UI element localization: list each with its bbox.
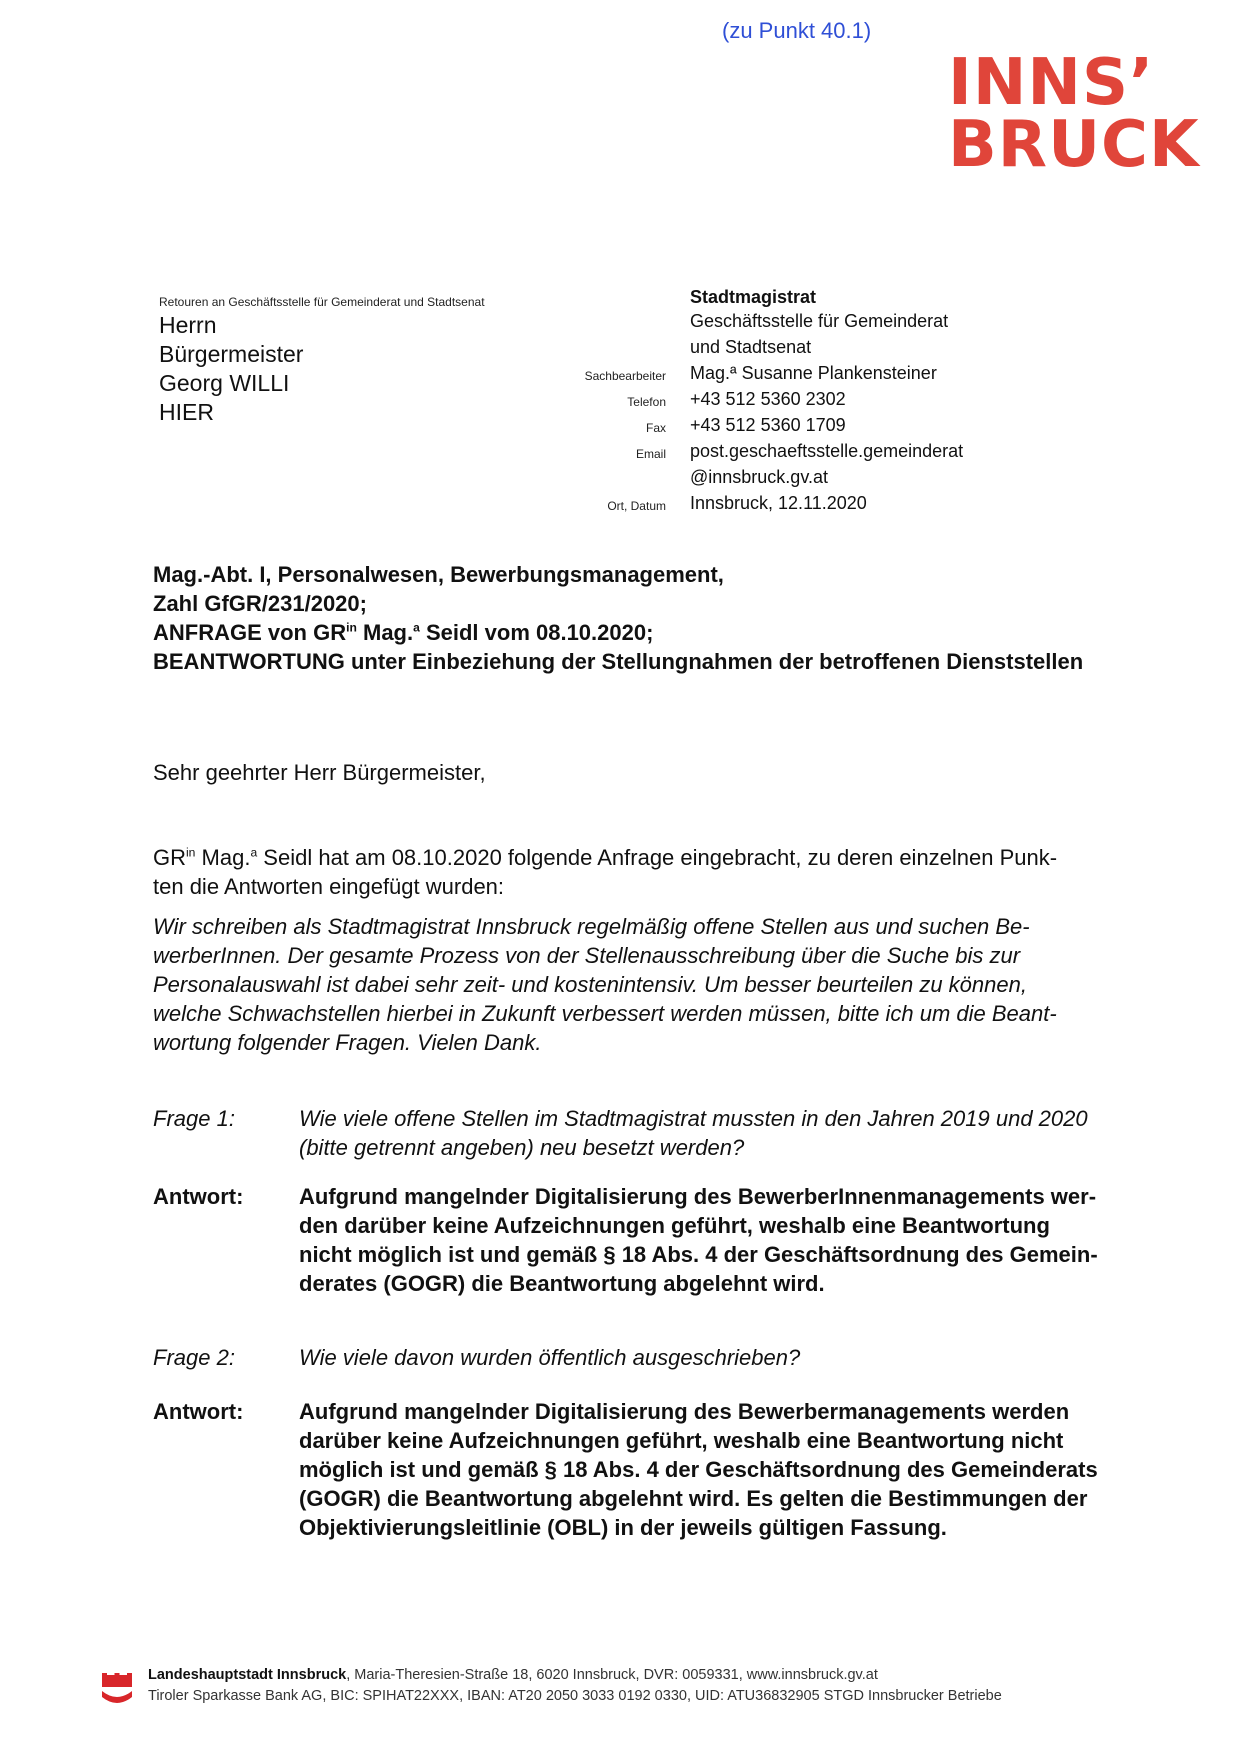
answer-line: Aufgrund mangelnder Digitalisierung des BewerberInnenmanagements wer- (299, 1184, 1097, 1209)
subject-line: Zahl GfGR/231/2020; (153, 591, 367, 616)
sender-department: und Stadtsenat (690, 337, 812, 357)
answer-line: nicht möglich ist und gemäß § 18 Abs. 4 der Geschäftsordnung des Gemein- (299, 1242, 1098, 1267)
recipient-line: Herrn (159, 312, 217, 338)
subject-block (153, 560, 1083, 676)
subject-line: ANFRAGE von $GR^{in}$ Mag.$^a$ Seidl vom 08.10.2020; (153, 620, 654, 645)
sender-department: Geschäftsstelle für Gemeinderat (690, 311, 949, 331)
email-value: post.geschaeftsstelle.gemeinderat (690, 441, 964, 461)
answer-line: darüber keine Aufzeichnungen geführt, weshalb eine Beantwortung nicht (299, 1428, 1064, 1453)
footer-line-2: Tiroler Sparkasse Bank AG, BIC: SPIHAT22XXX, IBAN: AT20 2050 3033 0192 0330, UID: ATU36832905 STGD Innsbrucker Betriebe (148, 1688, 1002, 1704)
answer-line: derates (GOGR) die Beantwortung abgelehnt wird. (299, 1271, 825, 1296)
date-value: Innsbruck, 12.11.2020 (690, 493, 867, 513)
footer-line-1: Landeshauptstadt Innsbruck, Maria-Theresien-Straße 18, 6020 Innsbruck, DVR: 0059331, www.innsbruck.gv.at (148, 1667, 878, 1683)
answer-line: den darüber keine Aufzeichnungen geführt, weshalb eine Beantwortung (299, 1213, 1050, 1238)
clerk-label: Sachbearbeiter (584, 369, 666, 383)
logo-line-2: BRUCK (948, 108, 1200, 182)
date-label: Ort, Datum (607, 499, 666, 513)
question-line: Wie viele davon wurden öffentlich ausgeschrieben? (299, 1345, 801, 1370)
sender-email-row (500, 441, 1100, 467)
innsbruck-crest-icon (100, 1673, 134, 1707)
sender-fax-row (500, 415, 1100, 441)
intro-line: ten die Antworten eingefügt wurden: (153, 874, 505, 899)
salutation: Sehr geehrter Herr Bürgermeister, (153, 760, 486, 785)
innsbruck-logo (948, 46, 1200, 182)
subject-line: Mag.-Abt. I, Personalwesen, Bewerbungsmanagement, (153, 562, 724, 587)
sender-office: Stadtmagistrat (690, 287, 817, 307)
sender-department-row-1 (500, 311, 1100, 337)
reference-note: (zu Punkt 40.1) (722, 18, 872, 43)
intro-paragraph (153, 843, 1143, 901)
answer-label: Antwort: (153, 1399, 244, 1424)
quote-line: welche Schwachstellen hierbei in Zukunft verbessert werden müssen, bitte ich um die Beant- (153, 1001, 1057, 1026)
letter-footer (100, 1663, 1160, 1723)
recipient-line: Bürgermeister (159, 341, 304, 367)
answer-line: (GOGR) die Beantwortung abgelehnt wird. Es gelten die Bestimmungen der (299, 1486, 1088, 1511)
quote-line: Personalauswahl ist dabei sehr zeit- und kostenintensiv. Um besser beurteilen zu können, (153, 972, 1027, 997)
question-line: (bitte getrennt angeben) neu besetzt werden? (299, 1135, 745, 1160)
answer-label: Antwort: (153, 1184, 244, 1209)
clerk-value: Mag.ª Susanne Plankensteiner (690, 363, 937, 383)
logo-line-1: INNS’ (948, 46, 1155, 120)
email-label: Email (635, 447, 666, 461)
intro-line: $GR^{in}$ Mag.$^a$ Seidl hat am 08.10.2020 folgende Anfrage eingebracht, zu deren einzelnen Punk- (153, 845, 1058, 870)
answer-line: möglich ist und gemäß § 18 Abs. 4 der Geschäftsordnung des Gemeinderats (299, 1457, 1098, 1482)
recipient-address (159, 311, 303, 427)
fax-label: Fax (645, 421, 666, 435)
sender-phone-row (500, 389, 1100, 415)
quote-line: Wir schreiben als Stadtmagistrat Innsbruck regelmäßig offene Stellen aus und suchen Be- (153, 914, 1030, 939)
sender-email-row-2 (500, 467, 1100, 493)
answer-line: Objektivierungsleitlinie (OBL) in der jeweils gültigen Fassung. (299, 1515, 947, 1540)
answer-line: Aufgrund mangelnder Digitalisierung des Bewerbermanagements werden (299, 1399, 1070, 1424)
recipient-line: HIER (159, 399, 214, 425)
sender-date-row (500, 493, 1100, 519)
quote-line: wortung folgender Fragen. Vielen Dank. (153, 1030, 542, 1055)
quote-line: werberInnen. Der gesamte Prozess von der Stellenausschreibung über die Suche bis zur (153, 943, 1021, 968)
sender-clerk-row (500, 363, 1100, 389)
email-value: @innsbruck.gv.at (690, 467, 828, 487)
question-line: Wie viele offene Stellen im Stadtmagistrat mussten in den Jahren 2019 und 2020 (299, 1106, 1088, 1131)
fax-value: +43 512 5360 1709 (690, 415, 846, 435)
sender-department-row-2 (500, 337, 1100, 363)
return-address: Retouren an Geschäftsstelle für Gemeinderat und Stadtsenat (159, 295, 485, 309)
subject-line: BEANTWORTUNG unter Einbeziehung der Stellungnahmen der betroffenen Dienststellen (153, 649, 1084, 674)
question-label: Frage 1: (153, 1106, 235, 1131)
phone-value: +43 512 5360 2302 (690, 389, 846, 409)
inquiry-quote (153, 912, 1143, 1057)
recipient-line: Georg WILLI (159, 370, 290, 396)
phone-label: Telefon (627, 395, 666, 409)
question-label: Frage 2: (153, 1345, 235, 1370)
